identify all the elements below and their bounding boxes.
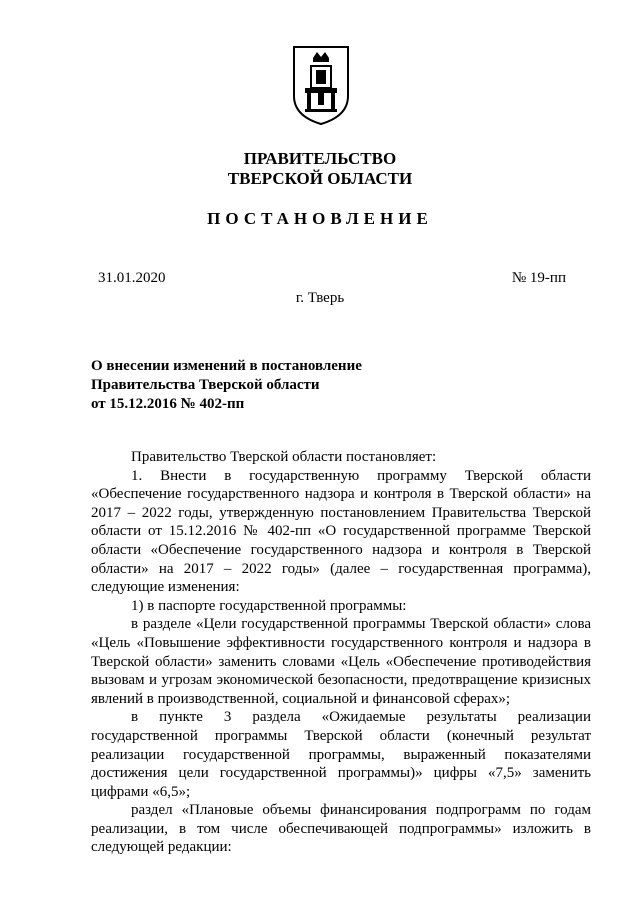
document-number: № 19-пп	[511, 270, 566, 286]
body-paragraph: в пункте 3 раздела «Ожидаемые результаты реализации государственной программы Тверской области (конечный результат реализации государственной программы, выраженный показателями достижения цели государственной программы)» цифры «7,5» заменить цифрами «6,5»;	[91, 709, 591, 800]
government-title-line2: ТВЕРСКОЙ ОБЛАСТИ	[227, 169, 413, 188]
body-paragraph: 1. Внести в государственную программу Тверской области «Обеспечение государственного надзора и контроля в Тверской области» на 2017 – 2022 годы, утвержденную постановлением Правительства Тверской области от 15.12.2016 № 402-пп «О государственной программе Тверской области «Обеспечение государственного надзора и контроля в Тверской области» на 2017 – 2022 годы» (далее – государственная программа), следующие изменения:	[91, 467, 591, 596]
subject-line: от 15.12.2016 № 402-пп	[91, 396, 245, 412]
body-paragraph: в разделе «Цели государственной программы Тверской области» слова «Цель «Повышение эффективности государственного контроля и надзора в Тверской области» заменить словами «Цель «Обеспечение противодействия вызовам и угрозам экономической безопасности, предотвращение кризисных явлений в производственной, социальной и финансовой сферах»;	[91, 616, 591, 707]
body-paragraph: раздел «Плановые объемы финансирования подпрограмм по годам реализации, в том числе обеспечивающей подпрограммы» изложить в следующей редакции:	[91, 802, 591, 856]
document-city: г. Тверь	[295, 290, 345, 306]
document-type: ПОСТАНОВЛЕНИЕ	[207, 209, 433, 228]
body-paragraph: Правительство Тверской области постановляет:	[131, 449, 437, 465]
document-subject	[91, 357, 362, 414]
document-date: 31.01.2020	[98, 270, 166, 286]
subject-line: Правительства Тверской области	[91, 377, 320, 393]
subject-line: О внесении изменений в постановление	[91, 358, 362, 374]
tver-coat-of-arms-icon	[291, 44, 351, 126]
document-body	[91, 448, 591, 857]
body-paragraph: 1) в паспорте государственной программы:	[131, 597, 407, 614]
government-title-line1: ПРАВИТЕЛЬСТВО	[243, 149, 397, 168]
